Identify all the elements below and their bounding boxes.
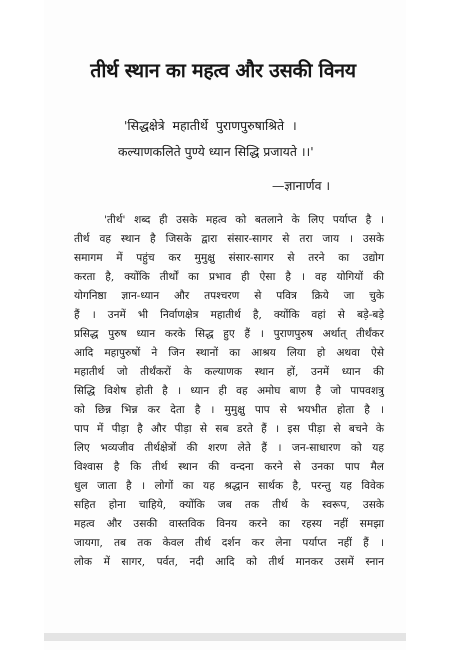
paragraph-line: महातीर्थ जो तीर्थंकरों के कल्याणक स्थान हों, उनमें ध्यान की	[74, 366, 384, 378]
paragraph-line: विश्वास है कि तीर्थ स्थान की वन्दना करने से उनका पाप मैल	[74, 461, 384, 473]
paragraph-line: को छिन्न भिन्न कर देता है । मुमुक्षु पाप से भयभीत होता है ।	[74, 404, 384, 416]
paragraph-line: महत्व और उसकी वास्तविक विनय करने का रहस्य नहीं समझा	[74, 518, 384, 530]
paragraph-line: करता है, क्योंकि तीर्थों का प्रभाव ही ऐसा है । वह योगियों की	[74, 271, 384, 283]
paragraph-line: प्रसिद्ध पुरुष ध्यान करके सिद्ध हुए हैं । पुराणपुरुष अर्थात् तीर्थंकर	[74, 328, 384, 340]
paragraph-line: हैं । उनमें भी निर्वाणक्षेत्र महातीर्थ है, क्योंकि वहां से बड़े-बड़े	[74, 309, 384, 321]
paragraph-line: सिद्धि विशेष होती है । ध्यान ही वह अमोघ बाण है जो पापवशत्रु	[74, 385, 384, 397]
paragraph-line: धुल जाता है । लोगों का यह श्रद्धान सार्थक है, परन्तु यह विवेक	[74, 480, 384, 492]
chapter-title: तीर्थ स्थान का महत्व और उसकी विनय	[90, 59, 356, 82]
paragraph-line: जायगा, तब तक केवल तीर्थ दर्शन कर लेना पर्याप्त नहीं हैं ।	[74, 537, 384, 549]
paragraph-line: 'तीर्थ' शब्द ही उसके महत्व को बतलाने के लिए पर्याप्त है ।	[104, 214, 384, 226]
verse-attribution: —ज्ञानार्णव ।	[272, 178, 331, 193]
paragraph-line: पाप में पीड़ा है और पीड़ा से सब डरते हैं । इस पीड़ा से बचने के	[74, 423, 384, 435]
paragraph-line: योगनिष्ठा ज्ञान-ध्यान और तपश्चरण से पवित्र क्रिये जा चुके	[74, 290, 384, 302]
paragraph-line: लोक में सागर, पर्वत, नदी आदि को तीर्थ मानकर उसमें स्नान	[74, 556, 384, 568]
page-bottom-edge	[44, 633, 406, 641]
paragraph-line: समागम में पहुंच कर मुमुक्षु संसार-सागर से तरने का उद्योग	[74, 252, 384, 264]
paragraph-line: सहित होना चाहिये, क्योंकि जब तक तीर्थ के स्वरूप, उसके	[74, 499, 384, 511]
verse-line-2: कल्याणकलिते पुण्ये ध्यान सिद्धि प्रजायते ।।'	[118, 144, 314, 159]
body-paragraph	[74, 211, 384, 572]
paragraph-line: आदि महापुरुषों ने जिन स्थानों का आश्रय लिया हो अथवा ऐसे	[74, 347, 384, 359]
paragraph-line: तीर्थ वह स्थान है जिसके द्वारा संसार-सागर से तरा जाय । उसके	[74, 233, 384, 245]
verse-line-1: 'सिद्धक्षेत्रे महातीर्थे पुराणपुरुषाश्रिते ।	[124, 118, 297, 133]
paragraph-line: लिए भव्यजीव तीर्थक्षेत्रों की शरण लेते हैं । जन-साधारण को यह	[74, 442, 384, 454]
